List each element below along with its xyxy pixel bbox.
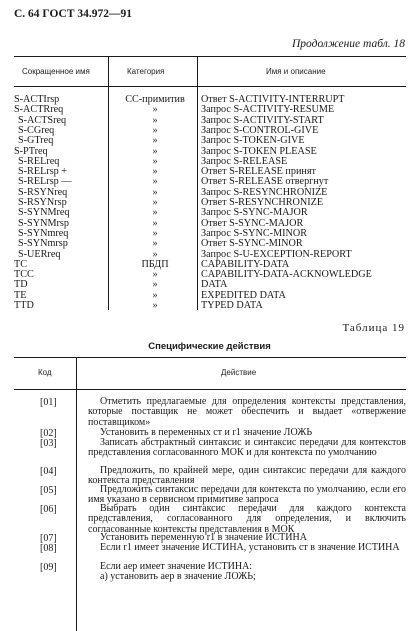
category-cell: » bbox=[152, 269, 158, 281]
description-cell: EXPEDITED DATA bbox=[201, 289, 286, 301]
category-cell: » bbox=[152, 186, 158, 198]
short-name-cell: S-RSYNrsp bbox=[18, 197, 67, 208]
short-name-cell: S-SYNmrsp bbox=[18, 238, 68, 250]
description-cell: Запрос S-TOKEN PLEASE bbox=[201, 145, 317, 157]
category-cell: » bbox=[152, 176, 158, 188]
action-text: Установить в переменных ст и r1 значение ЛОЖЬ bbox=[100, 427, 313, 438]
short-name-cell: S-RELrsp — bbox=[18, 176, 72, 188]
action-code: [02] bbox=[40, 428, 57, 439]
description-cell: Ответ S-SYNC-MAJOR bbox=[201, 217, 304, 229]
description-cell: CAPABILITY-DATA bbox=[201, 258, 290, 270]
short-name-cell: TE bbox=[14, 289, 27, 301]
table-19-label: Таблица 19 bbox=[342, 322, 405, 334]
action-text: Предложить, по крайней мере, один синтаксис передачи для каждого контекста представления bbox=[88, 465, 406, 487]
header-bottom-border bbox=[14, 86, 406, 87]
action-code: [04] bbox=[40, 466, 57, 477]
column-divider bbox=[76, 357, 77, 631]
category-cell: » bbox=[152, 217, 158, 229]
description-cell: Запрос S-ACTIVITY-RESUME bbox=[201, 104, 335, 116]
action-text: Записать абстрактный синтаксис и синтаксис передачи для контекстов представления согласованного МОК и для контекста по умолчанию bbox=[88, 437, 406, 459]
table-19-title: Специфические действия bbox=[148, 341, 271, 352]
description-cell: Запрос S-RELEASE bbox=[201, 155, 288, 167]
short-name-cell: S-ACTRreq bbox=[14, 104, 64, 116]
description-cell: DATA bbox=[201, 279, 228, 291]
table-row bbox=[0, 301, 419, 311]
category-cell: » bbox=[152, 279, 158, 291]
description-cell: TYPED DATA bbox=[201, 300, 263, 311]
short-name-cell: TCC bbox=[14, 269, 34, 281]
action-code: [01] bbox=[40, 397, 57, 408]
table-top-border bbox=[14, 56, 406, 57]
description-cell: Ответ S-RELEASE отвергнут bbox=[201, 176, 329, 188]
page-reference: С. 64 ГОСТ 34.972—91 bbox=[14, 8, 133, 20]
column-divider bbox=[197, 56, 198, 86]
table-top-border bbox=[14, 357, 406, 358]
category-cell: » bbox=[152, 155, 158, 167]
category-cell: » bbox=[152, 104, 158, 116]
short-name-cell: S-GTreq bbox=[18, 135, 54, 147]
action-code: [05] bbox=[40, 485, 57, 496]
header-bottom-border bbox=[14, 389, 406, 390]
description-cell: Запрос S-U-EXCEPTION-REPORT bbox=[201, 248, 352, 260]
category-cell: » bbox=[152, 300, 158, 311]
short-name-cell: TTD bbox=[14, 300, 34, 311]
short-name-cell: S-ACTIrsp bbox=[14, 94, 60, 105]
action-text: Отметить предлагаемые для определения контексты представления, которые поставщик не может обеспечить и выдает «отвержение поставщиком» bbox=[88, 396, 406, 428]
category-cell: » bbox=[152, 145, 158, 157]
column-header-description: Имя и описание bbox=[266, 67, 326, 76]
short-name-cell: S-SYNMrsp bbox=[18, 217, 69, 229]
category-cell: » bbox=[152, 227, 158, 239]
category-cell: » bbox=[152, 289, 158, 301]
category-cell: » bbox=[152, 124, 158, 136]
short-name-cell: S-RELreq bbox=[18, 155, 60, 167]
category-cell: » bbox=[152, 207, 158, 219]
column-header-name: Сокращенное имя bbox=[22, 67, 90, 76]
action-code: [08] bbox=[40, 543, 57, 554]
short-name-cell: S-RELrsp + bbox=[18, 166, 68, 178]
table-continuation-caption: Продолжение табл. 18 bbox=[292, 38, 405, 50]
category-cell: » bbox=[152, 135, 158, 147]
table-row bbox=[0, 136, 419, 146]
category-cell: » bbox=[152, 166, 158, 178]
description-cell: Запрос S-RESYNCHRONIZE bbox=[201, 186, 328, 198]
column-header-category: Категория bbox=[127, 67, 165, 76]
description-cell: Ответ S-ACTIVITY-INTERRUPT bbox=[201, 94, 345, 105]
action-text: Установить переменную r1 в значение ИСТИНА bbox=[100, 532, 307, 543]
short-name-cell: S-SYNMreq bbox=[18, 207, 70, 219]
description-cell: Запрос S-SYNC-MAJOR bbox=[201, 207, 308, 219]
action-code: [09] bbox=[40, 562, 57, 573]
description-cell: Запрос S-TOKEN-GIVE bbox=[201, 135, 305, 147]
category-cell: » bbox=[152, 197, 158, 208]
column-divider bbox=[108, 56, 109, 86]
action-code: [03] bbox=[40, 438, 57, 449]
description-cell: Ответ S-RESYNCHRONIZE bbox=[201, 197, 324, 208]
short-name-cell: TD bbox=[14, 279, 28, 291]
short-name-cell: S-RSYNreq bbox=[18, 186, 68, 198]
action-text: Предложить синтаксис передачи для контекста по умолчанию, если его имя указано в сервисном примитиве запроса bbox=[88, 484, 406, 506]
category-cell: » bbox=[152, 248, 158, 260]
action-subitem: а) установить аер в значение ЛОЖЬ; bbox=[100, 571, 256, 583]
category-cell: » bbox=[152, 238, 158, 250]
short-name-cell: S-SYNmreq bbox=[18, 227, 69, 239]
action-text: Выбрать один синтаксис передачи для каждого контекста представления, согласованного для определения, и включить согласованные контексты представления в МОК bbox=[88, 503, 406, 535]
short-name-cell: TC bbox=[14, 258, 28, 270]
description-cell: Ответ S-SYNC-MINOR bbox=[201, 238, 303, 250]
category-cell: СС-примитив bbox=[125, 94, 185, 105]
description-cell: Ответ S-RELEASE принят bbox=[201, 166, 316, 178]
short-name-cell: S-UERreq bbox=[18, 248, 61, 260]
description-cell: CAPABILITY-DATA-ACKNOWLEDGE bbox=[201, 269, 372, 281]
column-header-action: Действие bbox=[221, 368, 257, 377]
short-name-cell: S-ACTSreq bbox=[18, 114, 67, 126]
short-name-cell: S-PTreq bbox=[14, 145, 48, 157]
description-cell: Запрос S-CONTROL-GIVE bbox=[201, 124, 319, 136]
action-text: Если аер имеет значение ИСТИНА: а) установить аер в значение ЛОЖЬ; bbox=[100, 561, 256, 583]
action-text: Если r1 имеет значение ИСТИНА, установить ст в значение ИСТИНА bbox=[100, 542, 400, 553]
description-cell: Запрос S-SYNC-MINOR bbox=[201, 227, 308, 239]
column-header-code: Код bbox=[38, 368, 52, 377]
category-cell: ПБДП bbox=[141, 258, 169, 270]
category-cell: » bbox=[152, 114, 158, 126]
table-row bbox=[0, 239, 419, 249]
action-code: [06] bbox=[40, 504, 57, 515]
short-name-cell: S-CGreq bbox=[18, 124, 55, 136]
description-cell: Запрос S-ACTIVITY-START bbox=[201, 114, 324, 126]
action-code: [07] bbox=[40, 533, 57, 544]
